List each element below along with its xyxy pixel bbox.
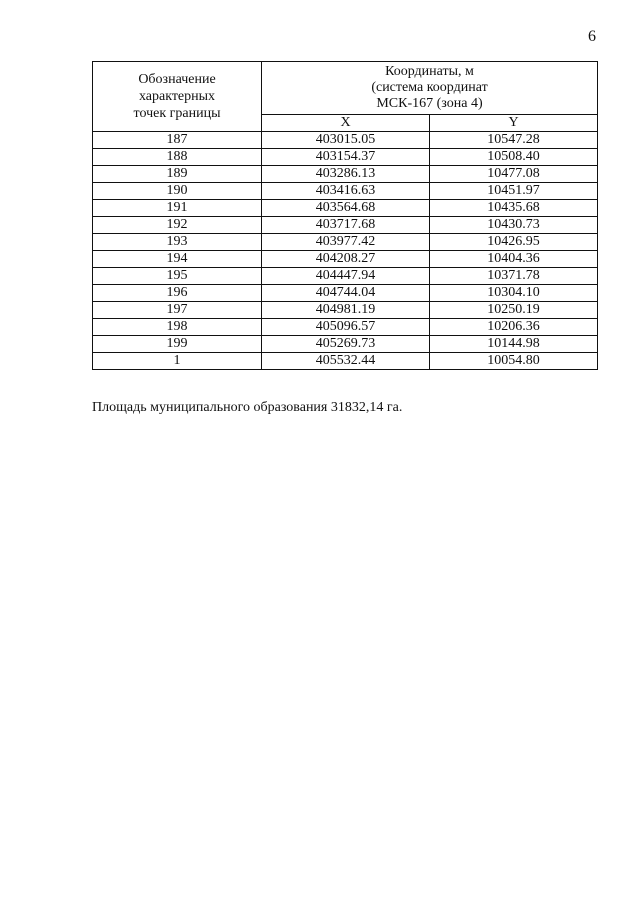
cell-x: 404744.04 bbox=[262, 285, 430, 302]
table-row bbox=[93, 149, 598, 166]
cell-point: 1 bbox=[93, 353, 262, 370]
cell-point: 189 bbox=[93, 166, 262, 183]
cell-y: 10435.68 bbox=[430, 200, 598, 217]
cell-x: 405096.57 bbox=[262, 319, 430, 336]
header-point-designation bbox=[93, 62, 262, 132]
cell-point: 194 bbox=[93, 251, 262, 268]
table-row bbox=[93, 336, 598, 353]
cell-x: 403154.37 bbox=[262, 149, 430, 166]
cell-point: 192 bbox=[93, 217, 262, 234]
table-row bbox=[93, 217, 598, 234]
cell-point: 193 bbox=[93, 234, 262, 251]
cell-y: 10250.19 bbox=[430, 302, 598, 319]
header-y: Y bbox=[430, 115, 598, 132]
cell-x: 403416.63 bbox=[262, 183, 430, 200]
table-row bbox=[93, 353, 598, 370]
area-statement: Площадь муниципального образования 31832,14 га. bbox=[92, 400, 403, 415]
cell-y: 10547.28 bbox=[430, 132, 598, 149]
cell-x: 403564.68 bbox=[262, 200, 430, 217]
cell-y: 10451.97 bbox=[430, 183, 598, 200]
header-coords-line: (система координат bbox=[371, 80, 488, 96]
cell-x: 404208.27 bbox=[262, 251, 430, 268]
table-row bbox=[93, 166, 598, 183]
cell-point: 191 bbox=[93, 200, 262, 217]
header-coordinates bbox=[262, 62, 598, 115]
cell-x: 403717.68 bbox=[262, 217, 430, 234]
header-coords-line: Координаты, м bbox=[385, 64, 474, 80]
table-row bbox=[93, 200, 598, 217]
cell-y: 10206.36 bbox=[430, 319, 598, 336]
cell-x: 404447.94 bbox=[262, 268, 430, 285]
table-row bbox=[93, 319, 598, 336]
cell-y: 10404.36 bbox=[430, 251, 598, 268]
cell-point: 199 bbox=[93, 336, 262, 353]
table-row bbox=[93, 268, 598, 285]
cell-point: 198 bbox=[93, 319, 262, 336]
table-row bbox=[93, 251, 598, 268]
header-designation-line: Обозначение bbox=[138, 72, 216, 87]
header-coords-line: МСК-167 (зона 4) bbox=[376, 96, 483, 112]
header-designation-line: характерных bbox=[138, 89, 216, 104]
cell-point: 196 bbox=[93, 285, 262, 302]
cell-x: 403977.42 bbox=[262, 234, 430, 251]
cell-x: 405269.73 bbox=[262, 336, 430, 353]
cell-y: 10477.08 bbox=[430, 166, 598, 183]
cell-x: 404981.19 bbox=[262, 302, 430, 319]
cell-point: 187 bbox=[93, 132, 262, 149]
cell-x: 403015.05 bbox=[262, 132, 430, 149]
cell-y: 10054.80 bbox=[430, 353, 598, 370]
table-row bbox=[93, 234, 598, 251]
table-row bbox=[93, 132, 598, 149]
cell-y: 10508.40 bbox=[430, 149, 598, 166]
cell-point: 188 bbox=[93, 149, 262, 166]
cell-point: 190 bbox=[93, 183, 262, 200]
cell-y: 10304.10 bbox=[430, 285, 598, 302]
cell-y: 10144.98 bbox=[430, 336, 598, 353]
table-row bbox=[93, 183, 598, 200]
cell-x: 405532.44 bbox=[262, 353, 430, 370]
cell-x: 403286.13 bbox=[262, 166, 430, 183]
header-designation-line: точек границы bbox=[133, 106, 221, 121]
cell-point: 195 bbox=[93, 268, 262, 285]
cell-y: 10371.78 bbox=[430, 268, 598, 285]
header-x: X bbox=[262, 115, 430, 132]
page-number: 6 bbox=[588, 28, 596, 45]
coordinates-table bbox=[92, 61, 598, 370]
table-row bbox=[93, 302, 598, 319]
cell-y: 10426.95 bbox=[430, 234, 598, 251]
table-row bbox=[93, 285, 598, 302]
cell-y: 10430.73 bbox=[430, 217, 598, 234]
cell-point: 197 bbox=[93, 302, 262, 319]
